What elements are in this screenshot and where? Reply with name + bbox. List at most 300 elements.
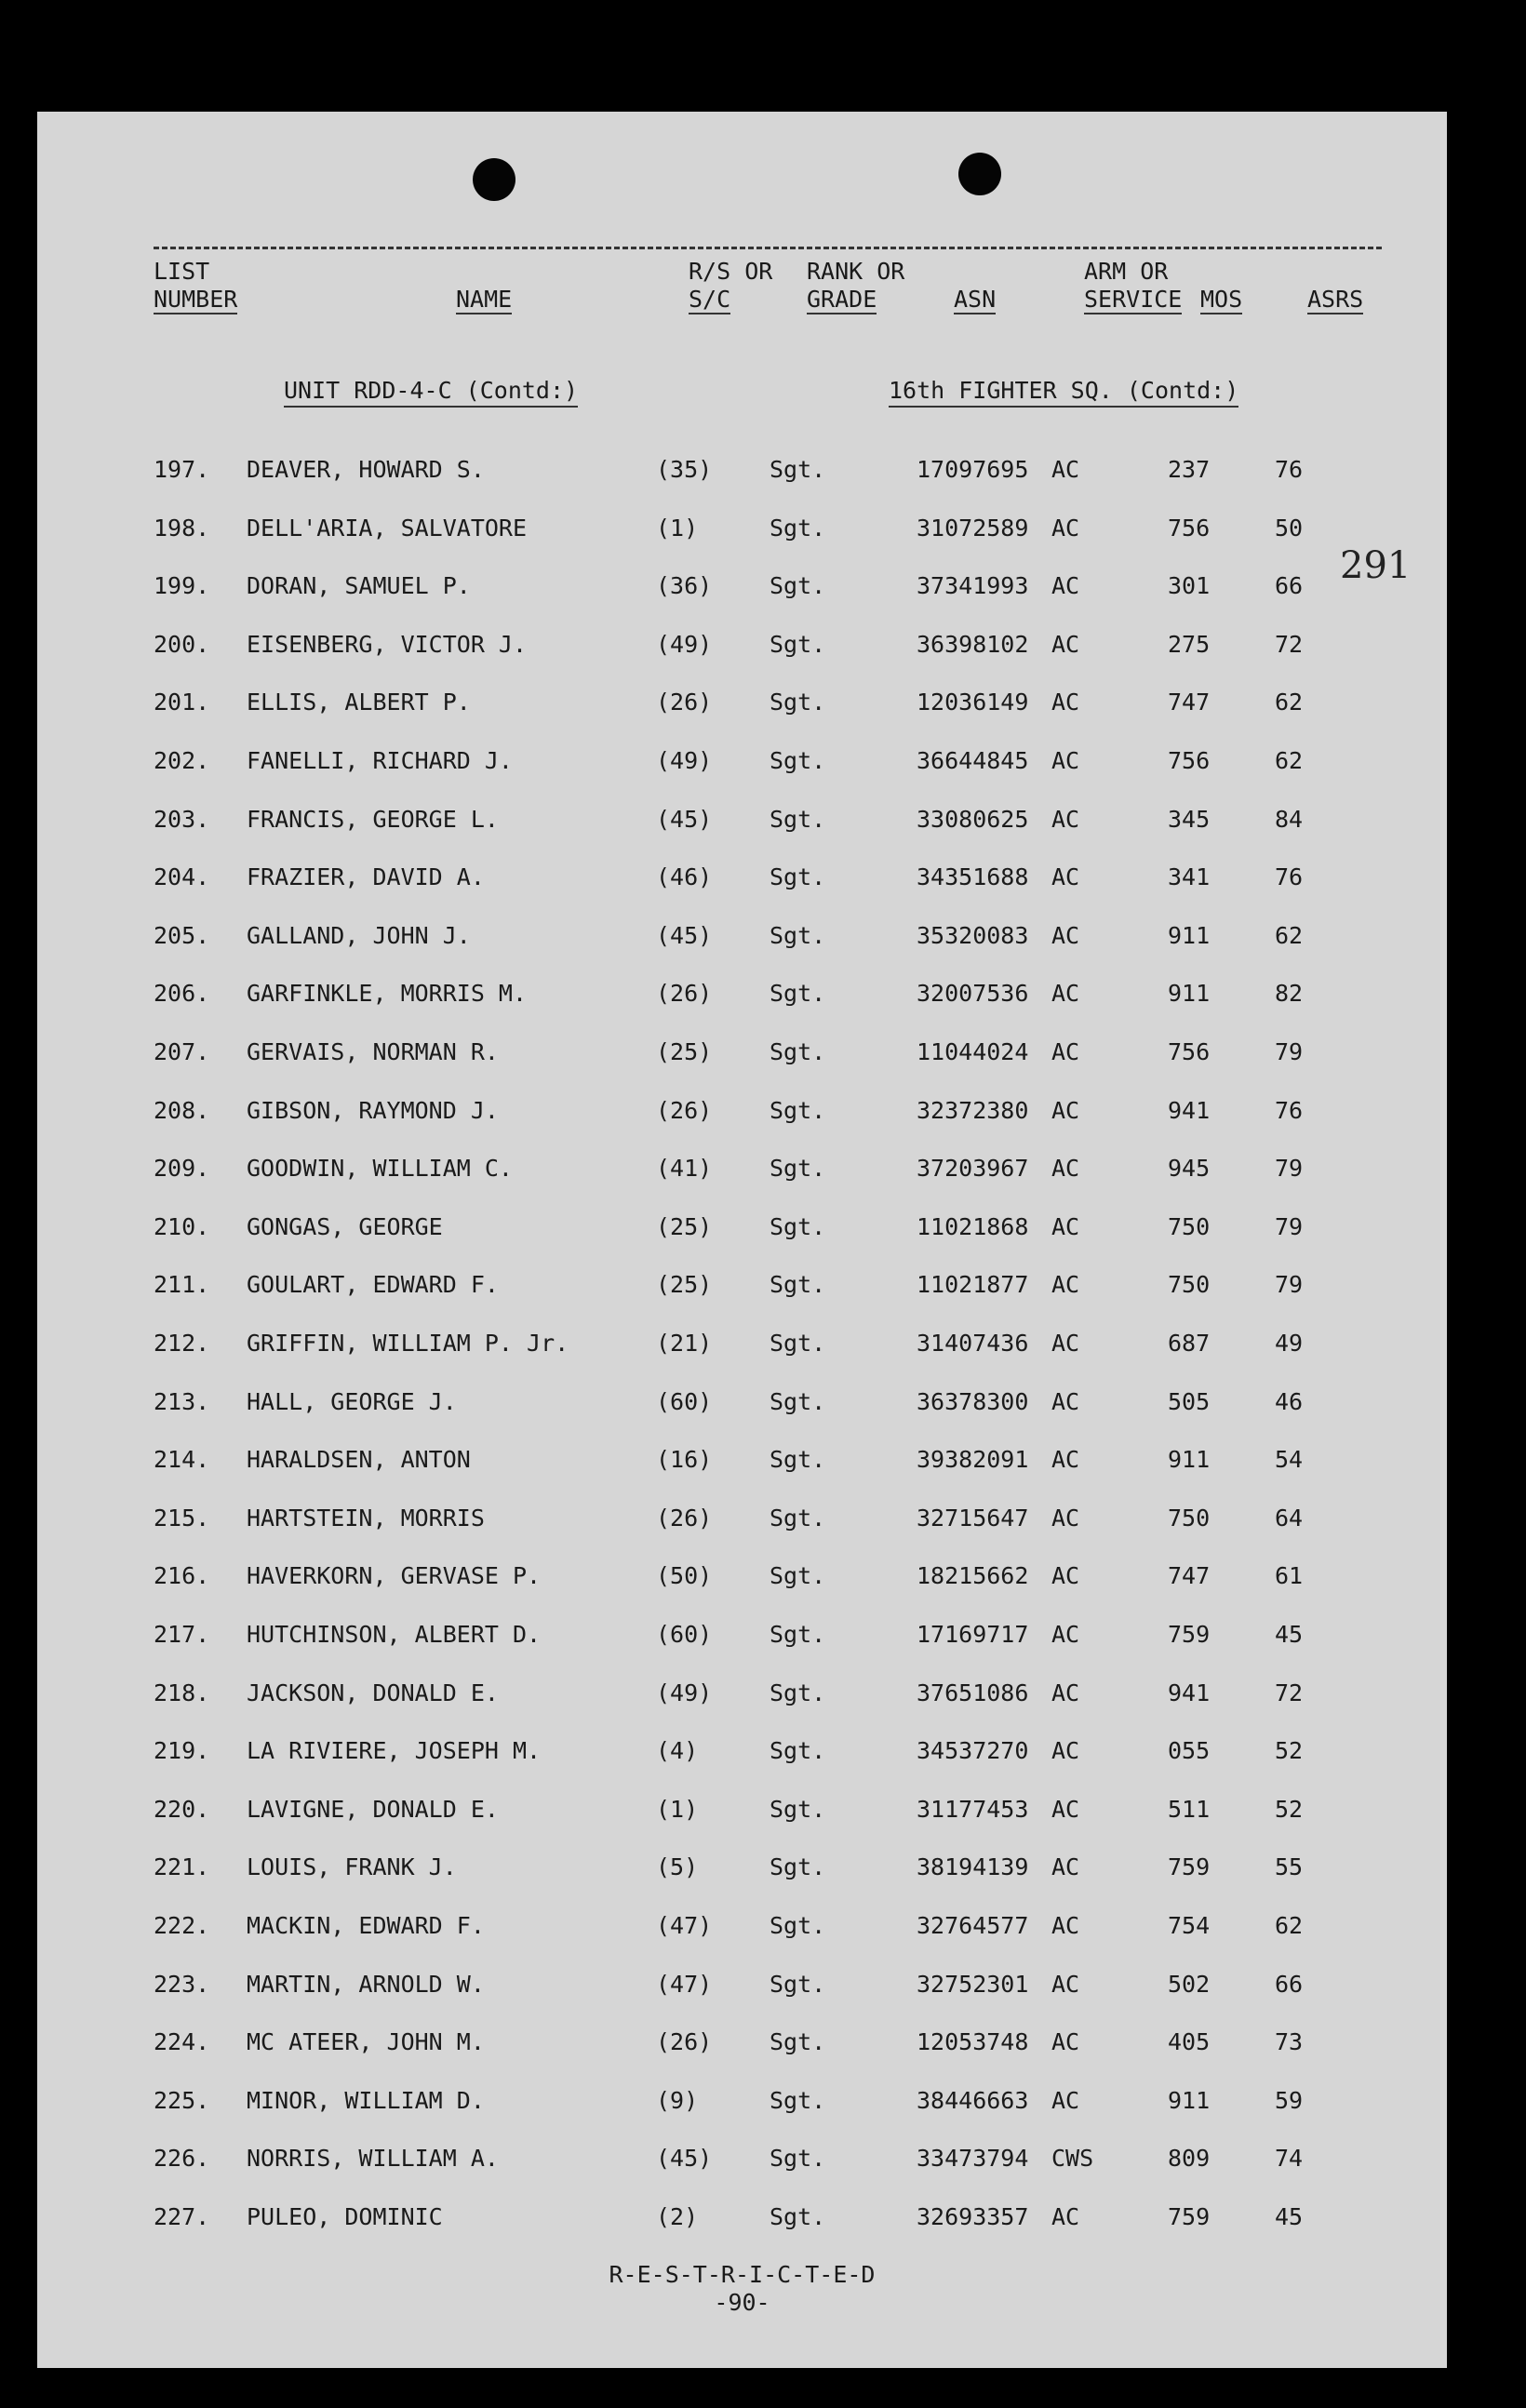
roster-row	[37, 2203, 1447, 2241]
row-asn: 11021868	[917, 1212, 1029, 1240]
roster-row	[37, 1155, 1447, 1192]
row-asrs: 64	[1275, 1504, 1304, 1532]
row-asrs: 79	[1275, 1038, 1304, 1065]
row-asn: 17169717	[917, 1621, 1029, 1648]
row-rank-grade: Sgt.	[770, 1795, 826, 1823]
row-arm-service: AC	[1051, 1387, 1080, 1415]
row-soldier-name: FRANCIS, GEORGE L.	[247, 805, 499, 833]
row-asn: 38194139	[917, 1853, 1029, 1881]
row-asn: 34537270	[917, 1737, 1029, 1765]
row-mos: 750	[1168, 1271, 1211, 1299]
row-soldier-name: FRAZIER, DAVID A.	[247, 863, 485, 891]
row-mos: 345	[1168, 805, 1211, 833]
row-rank-grade: Sgt.	[770, 1621, 826, 1648]
row-rs-sc: (1)	[656, 514, 699, 542]
row-rank-grade: Sgt.	[770, 456, 826, 483]
row-arm-service: AC	[1051, 1330, 1080, 1357]
row-arm-service: AC	[1051, 1970, 1080, 1998]
header-arm-line1: ARM OR	[1084, 258, 1169, 285]
row-arm-service: AC	[1051, 2203, 1080, 2230]
row-soldier-name: JACKSON, DONALD E.	[247, 1679, 499, 1706]
row-rs-sc: (49)	[656, 630, 713, 658]
roster-row	[37, 980, 1447, 1017]
row-arm-service: AC	[1051, 1504, 1080, 1532]
row-asrs: 52	[1275, 1737, 1304, 1765]
row-asn: 36398102	[917, 630, 1029, 658]
row-arm-service: AC	[1051, 1912, 1080, 1939]
row-rs-sc: (60)	[656, 1387, 713, 1415]
row-asrs: 73	[1275, 2028, 1304, 2056]
row-asrs: 76	[1275, 456, 1304, 483]
row-list-number: 210.	[154, 1212, 210, 1240]
roster-row	[37, 863, 1447, 901]
row-rs-sc: (47)	[656, 1912, 713, 1939]
row-rs-sc: (4)	[656, 1737, 699, 1765]
row-asn: 36378300	[917, 1387, 1029, 1415]
row-rank-grade: Sgt.	[770, 572, 826, 600]
row-arm-service: AC	[1051, 1271, 1080, 1299]
row-asn: 11021877	[917, 1271, 1029, 1299]
row-soldier-name: GOODWIN, WILLIAM C.	[247, 1155, 513, 1183]
row-rs-sc: (26)	[656, 689, 713, 716]
row-rs-sc: (35)	[656, 456, 713, 483]
row-list-number: 208.	[154, 1096, 210, 1124]
roster-row	[37, 631, 1447, 668]
row-rs-sc: (25)	[656, 1212, 713, 1240]
row-mos: 405	[1168, 2028, 1211, 2056]
row-asn: 33080625	[917, 805, 1029, 833]
page-number: -90-	[714, 2289, 770, 2316]
row-rank-grade: Sgt.	[770, 805, 826, 833]
roster-row	[37, 689, 1447, 726]
row-rank-grade: Sgt.	[770, 1562, 826, 1590]
roster-row	[37, 1853, 1447, 1891]
row-rank-grade: Sgt.	[770, 1387, 826, 1415]
row-arm-service: AC	[1051, 1795, 1080, 1823]
row-soldier-name: DELL'ARIA, SALVATORE	[247, 514, 528, 542]
row-rs-sc: (9)	[656, 2086, 699, 2114]
row-rs-sc: (45)	[656, 805, 713, 833]
row-asrs: 52	[1275, 1795, 1304, 1823]
row-rank-grade: Sgt.	[770, 689, 826, 716]
row-arm-service: AC	[1051, 1446, 1080, 1474]
row-rank-grade: Sgt.	[770, 2145, 826, 2173]
row-rank-grade: Sgt.	[770, 514, 826, 542]
row-arm-service: AC	[1051, 572, 1080, 600]
row-mos: 911	[1168, 980, 1211, 1008]
row-asrs: 76	[1275, 1096, 1304, 1124]
roster-row	[37, 1446, 1447, 1483]
row-rs-sc: (26)	[656, 980, 713, 1008]
row-soldier-name: DORAN, SAMUEL P.	[247, 572, 471, 600]
squadron-heading-text: 16th FIGHTER SQ. (Contd:)	[889, 377, 1238, 408]
row-rank-grade: Sgt.	[770, 1679, 826, 1706]
row-asn: 39382091	[917, 1446, 1029, 1474]
row-asrs: 74	[1275, 2145, 1304, 2173]
row-list-number: 225.	[154, 2086, 210, 2114]
roster-row	[37, 806, 1447, 843]
row-soldier-name: MARTIN, ARNOLD W.	[247, 1970, 485, 1998]
row-list-number: 224.	[154, 2028, 210, 2056]
row-asn: 11044024	[917, 1038, 1029, 1065]
row-asn: 37203967	[917, 1155, 1029, 1183]
row-asn: 32715647	[917, 1504, 1029, 1532]
roster-row	[37, 1562, 1447, 1599]
document-page	[37, 112, 1447, 2368]
row-asn: 32693357	[917, 2203, 1029, 2230]
row-rs-sc: (5)	[656, 1853, 699, 1881]
row-arm-service: AC	[1051, 921, 1080, 949]
row-rs-sc: (47)	[656, 1970, 713, 1998]
row-asn: 32007536	[917, 980, 1029, 1008]
row-mos: 756	[1168, 514, 1211, 542]
row-soldier-name: HUTCHINSON, ALBERT D.	[247, 1621, 542, 1648]
row-list-number: 215.	[154, 1504, 210, 1532]
header-list-number-line2: NUMBER	[154, 286, 238, 313]
row-mos: 759	[1168, 1621, 1211, 1648]
row-asn: 38446663	[917, 2086, 1029, 2114]
row-rank-grade: Sgt.	[770, 921, 826, 949]
row-list-number: 209.	[154, 1155, 210, 1183]
row-asrs: 72	[1275, 630, 1304, 658]
punch-hole	[958, 153, 1001, 195]
row-rank-grade: Sgt.	[770, 2203, 826, 2230]
row-rank-grade: Sgt.	[770, 2028, 826, 2056]
row-arm-service: AC	[1051, 689, 1080, 716]
row-soldier-name: GIBSON, RAYMOND J.	[247, 1096, 499, 1124]
row-rs-sc: (21)	[656, 1330, 713, 1357]
row-mos: 911	[1168, 1446, 1211, 1474]
row-soldier-name: GONGAS, GEORGE	[247, 1212, 443, 1240]
row-asrs: 62	[1275, 1912, 1304, 1939]
row-rs-sc: (1)	[656, 1795, 699, 1823]
roster-row	[37, 1679, 1447, 1717]
row-list-number: 202.	[154, 747, 210, 774]
row-list-number: 220.	[154, 1795, 210, 1823]
header-mos: MOS	[1200, 286, 1243, 313]
row-rs-sc: (41)	[656, 1155, 713, 1183]
row-mos: 747	[1168, 1562, 1211, 1590]
row-mos: 941	[1168, 1096, 1211, 1124]
roster-row	[37, 922, 1447, 959]
row-rank-grade: Sgt.	[770, 1271, 826, 1299]
row-list-number: 198.	[154, 514, 210, 542]
row-list-number: 205.	[154, 921, 210, 949]
row-asn: 32372380	[917, 1096, 1029, 1124]
row-arm-service: AC	[1051, 805, 1080, 833]
row-rank-grade: Sgt.	[770, 1212, 826, 1240]
row-asrs: 50	[1275, 514, 1304, 542]
row-asn: 37651086	[917, 1679, 1029, 1706]
row-arm-service: AC	[1051, 747, 1080, 774]
row-asn: 17097695	[917, 456, 1029, 483]
row-rs-sc: (50)	[656, 1562, 713, 1590]
roster-row	[37, 1505, 1447, 1542]
row-mos: 237	[1168, 456, 1211, 483]
roster-row	[37, 1271, 1447, 1308]
row-soldier-name: HALL, GEORGE J.	[247, 1387, 457, 1415]
roster-row	[37, 572, 1447, 609]
row-list-number: 204.	[154, 863, 210, 891]
row-asrs: 66	[1275, 572, 1304, 600]
row-soldier-name: GALLAND, JOHN J.	[247, 921, 471, 949]
row-rs-sc: (49)	[656, 1679, 713, 1706]
row-soldier-name: HARALDSEN, ANTON	[247, 1446, 471, 1474]
row-asrs: 62	[1275, 921, 1304, 949]
row-asrs: 61	[1275, 1562, 1304, 1590]
row-asrs: 79	[1275, 1212, 1304, 1240]
header-rs-line1: R/S OR	[689, 258, 773, 285]
row-arm-service: AC	[1051, 863, 1080, 891]
row-rank-grade: Sgt.	[770, 1853, 826, 1881]
row-asn: 31177453	[917, 1795, 1029, 1823]
row-list-number: 199.	[154, 572, 210, 600]
row-rs-sc: (26)	[656, 1504, 713, 1532]
roster-row	[37, 1737, 1447, 1774]
roster-row	[37, 456, 1447, 493]
row-asrs: 72	[1275, 1679, 1304, 1706]
row-rank-grade: Sgt.	[770, 1330, 826, 1357]
row-soldier-name: MINOR, WILLIAM D.	[247, 2086, 485, 2114]
row-asrs: 59	[1275, 2086, 1304, 2114]
row-rs-sc: (25)	[656, 1038, 713, 1065]
header-rule	[154, 247, 1382, 249]
row-mos: 809	[1168, 2145, 1211, 2173]
row-list-number: 211.	[154, 1271, 210, 1299]
row-soldier-name: HAVERKORN, GERVASE P.	[247, 1562, 542, 1590]
row-arm-service: AC	[1051, 1853, 1080, 1881]
row-rank-grade: Sgt.	[770, 747, 826, 774]
header-arm-line2: SERVICE	[1084, 286, 1183, 313]
row-list-number: 227.	[154, 2203, 210, 2230]
row-rs-sc: (2)	[656, 2203, 699, 2230]
row-rs-sc: (46)	[656, 863, 713, 891]
unit-heading-text: UNIT RDD-4-C (Contd:)	[284, 377, 578, 408]
roster-row	[37, 2028, 1447, 2066]
row-mos: 747	[1168, 689, 1211, 716]
row-rank-grade: Sgt.	[770, 1038, 826, 1065]
row-mos: 759	[1168, 1853, 1211, 1881]
row-soldier-name: GOULART, EDWARD F.	[247, 1271, 499, 1299]
row-list-number: 218.	[154, 1679, 210, 1706]
row-list-number: 214.	[154, 1446, 210, 1474]
row-rank-grade: Sgt.	[770, 1096, 826, 1124]
row-rs-sc: (36)	[656, 572, 713, 600]
row-rs-sc: (26)	[656, 1096, 713, 1124]
row-asrs: 45	[1275, 1621, 1304, 1648]
header-asrs: ASRS	[1307, 286, 1364, 313]
row-asn: 31407436	[917, 1330, 1029, 1357]
row-asn: 35320083	[917, 921, 1029, 949]
row-asn: 12053748	[917, 2028, 1029, 2056]
row-arm-service: AC	[1051, 1621, 1080, 1648]
row-arm-service: AC	[1051, 980, 1080, 1008]
squadron-heading	[889, 377, 1238, 404]
row-rank-grade: Sgt.	[770, 1912, 826, 1939]
row-arm-service: AC	[1051, 514, 1080, 542]
row-mos: 301	[1168, 572, 1211, 600]
row-mos: 945	[1168, 1155, 1211, 1183]
header-rs-line2: S/C	[689, 286, 731, 313]
row-list-number: 221.	[154, 1853, 210, 1881]
row-asn: 37341993	[917, 572, 1029, 600]
row-soldier-name: LA RIVIERE, JOSEPH M.	[247, 1737, 542, 1765]
row-list-number: 216.	[154, 1562, 210, 1590]
row-mos: 756	[1168, 747, 1211, 774]
row-arm-service: AC	[1051, 2086, 1080, 2114]
row-mos: 275	[1168, 630, 1211, 658]
header-asn: ASN	[954, 286, 997, 313]
row-list-number: 222.	[154, 1912, 210, 1939]
row-list-number: 203.	[154, 805, 210, 833]
row-arm-service: AC	[1051, 1679, 1080, 1706]
row-asn: 34351688	[917, 863, 1029, 891]
row-rank-grade: Sgt.	[770, 1504, 826, 1532]
row-list-number: 207.	[154, 1038, 210, 1065]
row-list-number: 217.	[154, 1621, 210, 1648]
row-list-number: 206.	[154, 980, 210, 1008]
roster-row	[37, 1097, 1447, 1134]
classification-marking: R-E-S-T-R-I-C-T-E-D	[609, 2261, 876, 2288]
header-rank-line1: RANK OR	[807, 258, 905, 285]
row-list-number: 226.	[154, 2145, 210, 2173]
row-soldier-name: LAVIGNE, DONALD E.	[247, 1795, 499, 1823]
row-asn: 33473794	[917, 2145, 1029, 2173]
row-arm-service: CWS	[1051, 2145, 1094, 2173]
row-mos: 754	[1168, 1912, 1211, 1939]
row-arm-service: AC	[1051, 1562, 1080, 1590]
roster-row	[37, 2145, 1447, 2182]
roster-row	[37, 747, 1447, 784]
row-mos: 911	[1168, 2086, 1211, 2114]
row-mos: 687	[1168, 1330, 1211, 1357]
page-stamp-number: 291	[1340, 544, 1412, 587]
header-list-number-line1: LIST	[154, 258, 210, 285]
row-arm-service: AC	[1051, 1096, 1080, 1124]
row-arm-service: AC	[1051, 1155, 1080, 1183]
row-asrs: 45	[1275, 2203, 1304, 2230]
row-arm-service: AC	[1051, 1737, 1080, 1765]
row-asrs: 55	[1275, 1853, 1304, 1881]
row-asrs: 54	[1275, 1446, 1304, 1474]
row-rank-grade: Sgt.	[770, 630, 826, 658]
row-list-number: 197.	[154, 456, 210, 483]
row-list-number: 213.	[154, 1387, 210, 1415]
row-rs-sc: (45)	[656, 2145, 713, 2173]
roster-row	[37, 1796, 1447, 1833]
roster-row	[37, 1388, 1447, 1425]
row-rank-grade: Sgt.	[770, 980, 826, 1008]
row-rank-grade: Sgt.	[770, 863, 826, 891]
row-rs-sc: (60)	[656, 1621, 713, 1648]
header-name: NAME	[456, 286, 513, 313]
row-rank-grade: Sgt.	[770, 1155, 826, 1183]
row-asrs: 66	[1275, 1970, 1304, 1998]
row-soldier-name: FANELLI, RICHARD J.	[247, 747, 513, 774]
row-soldier-name: ELLIS, ALBERT P.	[247, 689, 471, 716]
roster-row	[37, 1330, 1447, 1367]
row-asrs: 82	[1275, 980, 1304, 1008]
header-rank-line2: GRADE	[807, 286, 877, 313]
row-arm-service: AC	[1051, 456, 1080, 483]
punch-hole	[473, 158, 515, 201]
roster-row	[37, 1912, 1447, 1949]
row-rs-sc: (25)	[656, 1271, 713, 1299]
roster-row	[37, 1971, 1447, 2008]
row-asrs: 49	[1275, 1330, 1304, 1357]
row-mos: 756	[1168, 1038, 1211, 1065]
row-asn: 31072589	[917, 514, 1029, 542]
row-list-number: 201.	[154, 689, 210, 716]
row-soldier-name: PULEO, DOMINIC	[247, 2203, 443, 2230]
row-soldier-name: LOUIS, FRANK J.	[247, 1853, 457, 1881]
row-list-number: 200.	[154, 630, 210, 658]
row-rank-grade: Sgt.	[770, 2086, 826, 2114]
roster-row	[37, 1038, 1447, 1076]
row-mos: 511	[1168, 1795, 1211, 1823]
row-rs-sc: (49)	[656, 747, 713, 774]
row-soldier-name: NORRIS, WILLIAM A.	[247, 2145, 499, 2173]
row-asrs: 79	[1275, 1271, 1304, 1299]
row-rank-grade: Sgt.	[770, 1446, 826, 1474]
row-asrs: 76	[1275, 863, 1304, 891]
row-asn: 32752301	[917, 1970, 1029, 1998]
row-list-number: 219.	[154, 1737, 210, 1765]
roster-row	[37, 2087, 1447, 2124]
row-asrs: 84	[1275, 805, 1304, 833]
row-soldier-name: GARFINKLE, MORRIS M.	[247, 980, 528, 1008]
row-asn: 18215662	[917, 1562, 1029, 1590]
row-mos: 759	[1168, 2203, 1211, 2230]
row-asn: 36644845	[917, 747, 1029, 774]
row-list-number: 223.	[154, 1970, 210, 1998]
row-rank-grade: Sgt.	[770, 1737, 826, 1765]
row-asrs: 62	[1275, 689, 1304, 716]
row-rs-sc: (16)	[656, 1446, 713, 1474]
roster-row	[37, 1621, 1447, 1658]
row-arm-service: AC	[1051, 630, 1080, 658]
row-asn: 32764577	[917, 1912, 1029, 1939]
row-mos: 055	[1168, 1737, 1211, 1765]
row-soldier-name: MC ATEER, JOHN M.	[247, 2028, 485, 2056]
row-mos: 911	[1168, 921, 1211, 949]
row-arm-service: AC	[1051, 1038, 1080, 1065]
unit-heading	[284, 377, 578, 404]
row-asrs: 46	[1275, 1387, 1304, 1415]
row-soldier-name: MACKIN, EDWARD F.	[247, 1912, 485, 1939]
row-mos: 505	[1168, 1387, 1211, 1415]
row-arm-service: AC	[1051, 2028, 1080, 2056]
row-soldier-name: EISENBERG, VICTOR J.	[247, 630, 528, 658]
row-asrs: 62	[1275, 747, 1304, 774]
row-rank-grade: Sgt.	[770, 1970, 826, 1998]
row-mos: 341	[1168, 863, 1211, 891]
row-mos: 750	[1168, 1212, 1211, 1240]
row-list-number: 212.	[154, 1330, 210, 1357]
row-asrs: 79	[1275, 1155, 1304, 1183]
row-soldier-name: GRIFFIN, WILLIAM P. Jr.	[247, 1330, 569, 1357]
roster-row	[37, 1213, 1447, 1251]
roster-row	[37, 515, 1447, 552]
row-soldier-name: DEAVER, HOWARD S.	[247, 456, 485, 483]
row-arm-service: AC	[1051, 1212, 1080, 1240]
row-rs-sc: (26)	[656, 2028, 713, 2056]
row-soldier-name: HARTSTEIN, MORRIS	[247, 1504, 485, 1532]
row-mos: 502	[1168, 1970, 1211, 1998]
row-mos: 941	[1168, 1679, 1211, 1706]
row-mos: 750	[1168, 1504, 1211, 1532]
row-asn: 12036149	[917, 689, 1029, 716]
